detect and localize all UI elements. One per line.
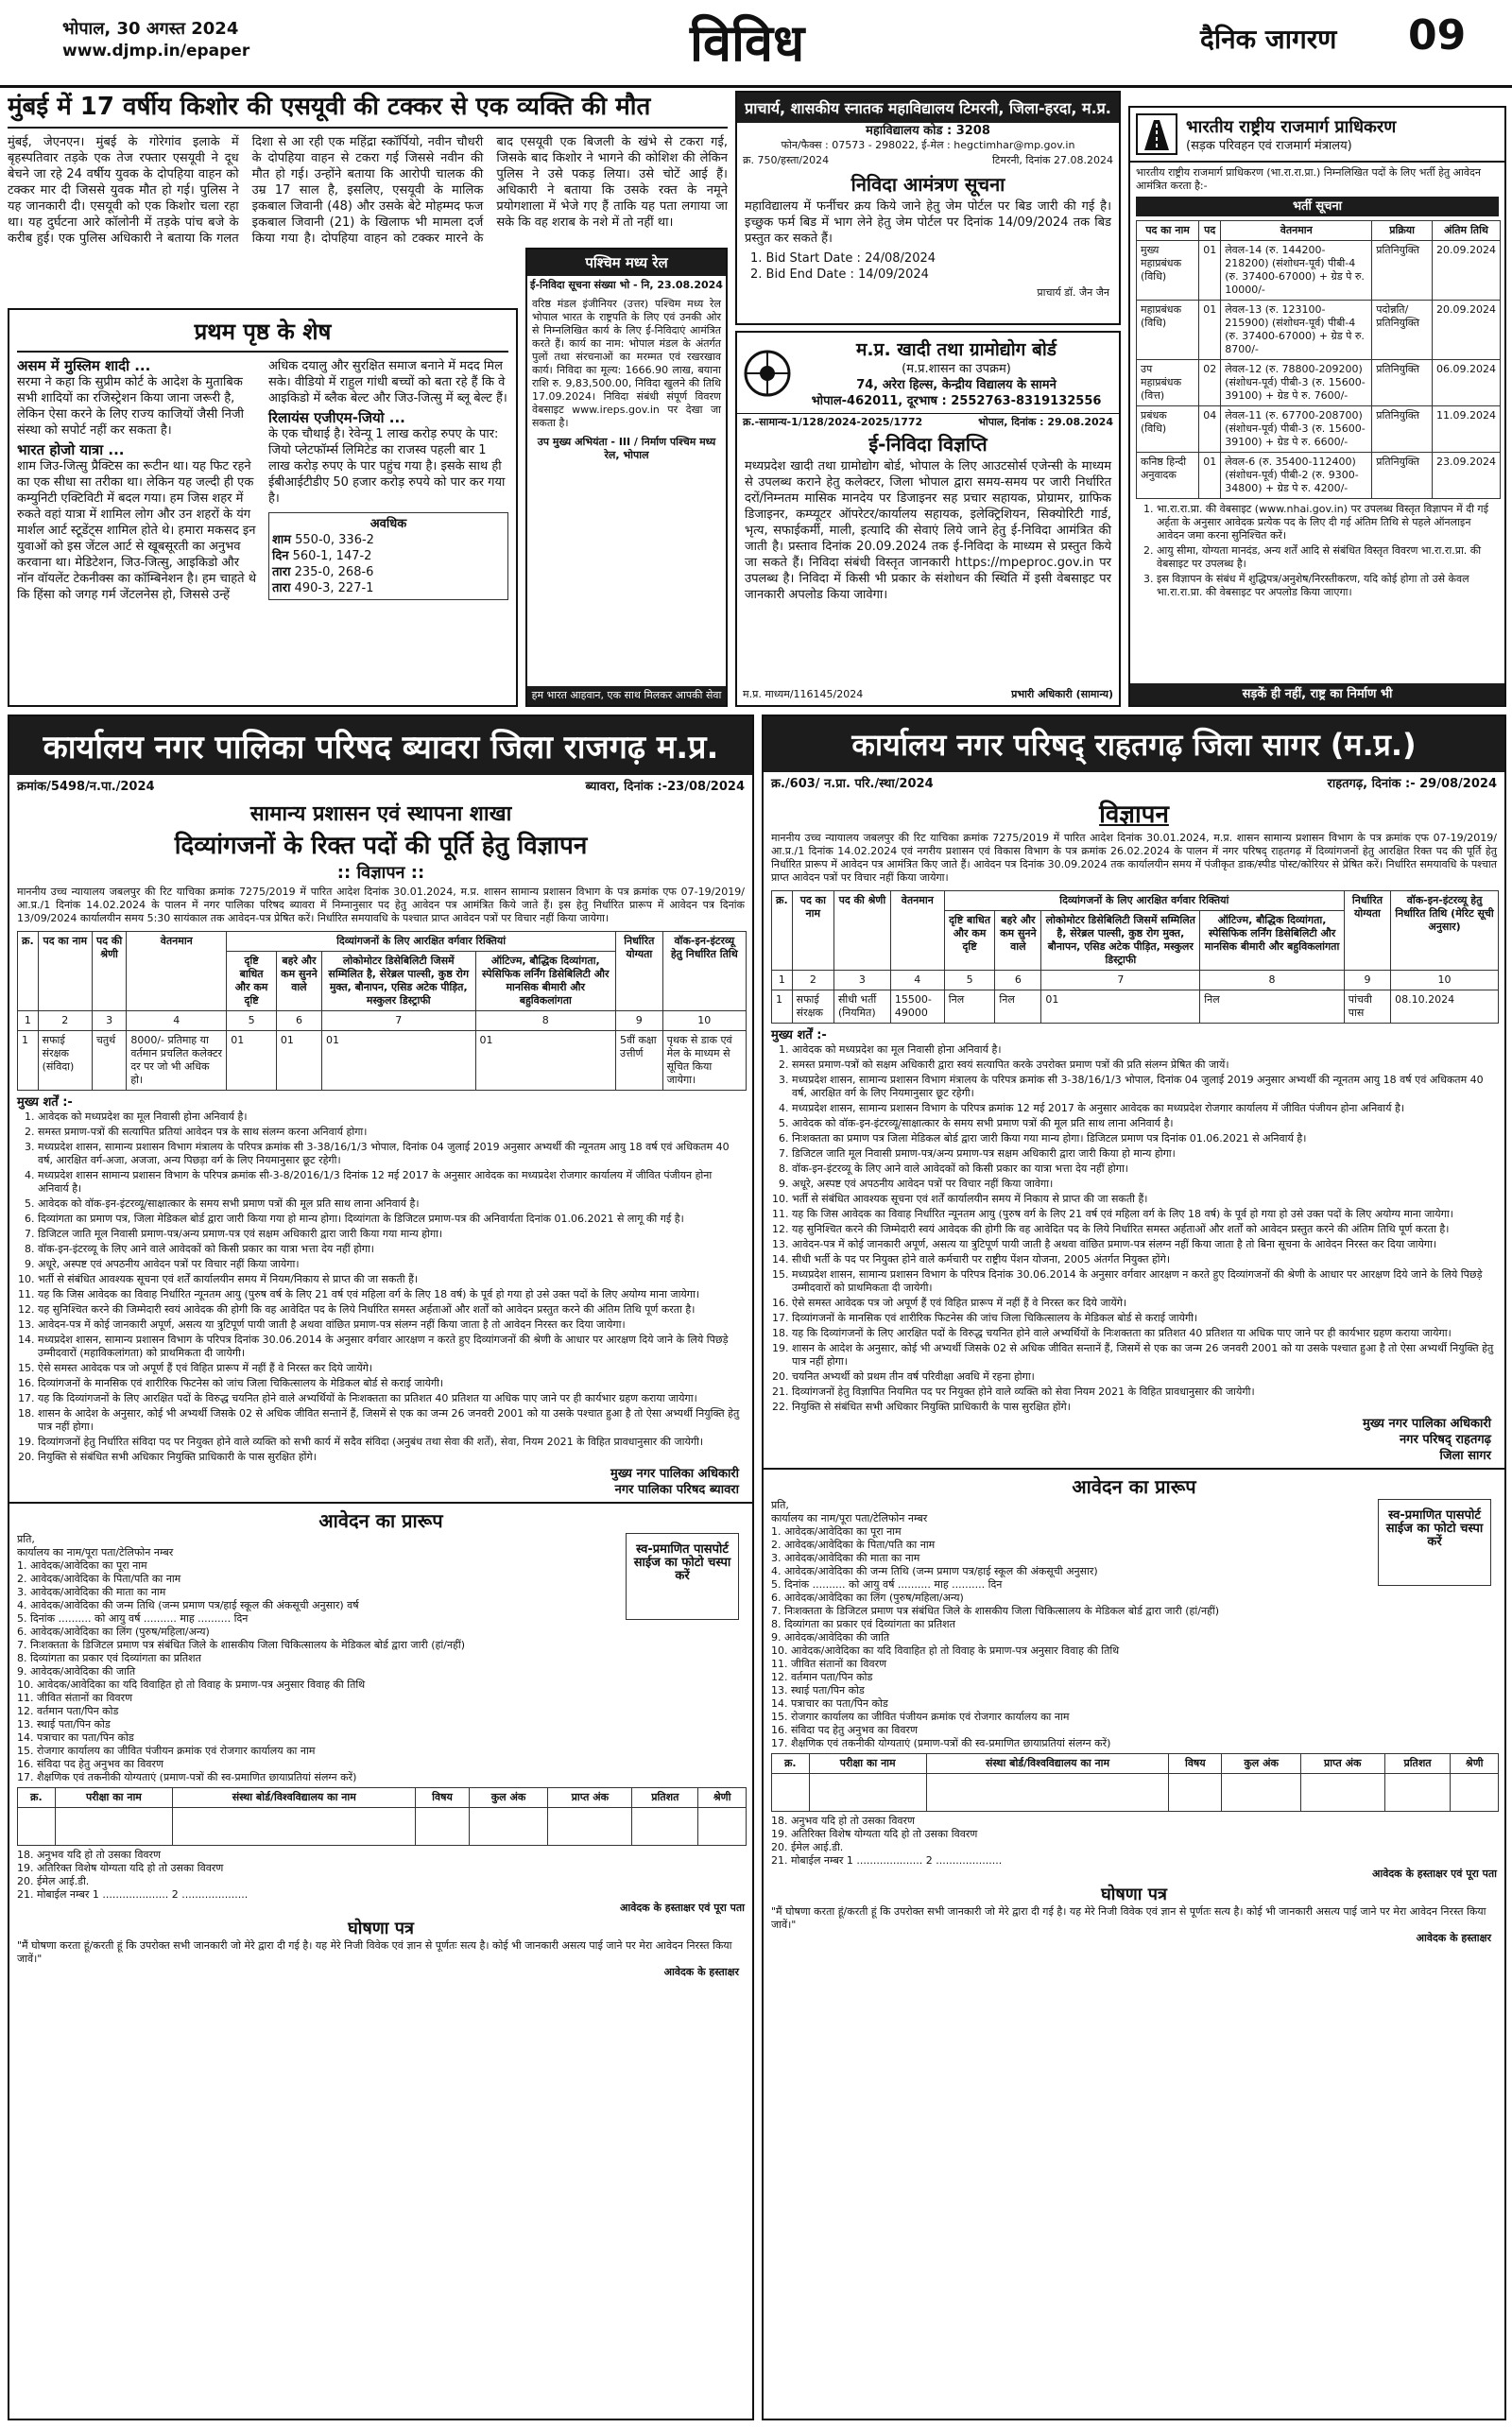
form-field: 8. दिव्यांगता का प्रकार एवं दिव्यांगता का प्रतिशत — [771, 1618, 955, 1630]
form-field: 1. आवेदक/आवेदिका का पूरा नाम — [17, 1559, 147, 1572]
biaora-vacancy-table: क्र. पद का नाम पद की श्रेणी वेतनमान दिव्यांगजनों के लिए आरक्षित वर्गवार रिक्तियां निर्धारित योग्यता वॉक-इन-इंटरव्यू हेतु निर्धारित तिथि दृष्टि बाधित और कम दृष्टि बहरे और कम सुनने वाले लोकोमोटर डिसेबिलिटी जिसमें सम्मिलित है, सेरेब्रल पाल्सी, कुष्ठ रोग मुक्त, बौनापन, एसिड अटेक पीड़ित, मस्कुलर डिस्ट्राफी ऑटिज्म, बौद्धिक दिव्यांगता, स्पेसिफिक लर्निंग डिसेबिलिटी और मानसिक बीमारी और बहुविकलांगता 1 2 3 4 5 6 7 8 9 10 1 सफाई संरक्षक (संविदा) चतुर्थ 8000/- प्रतिमाह या वर्तमान प्रचलित कलेक्टर दर पर जो भी अधिक हो। 01 01 01 01 5वीं कक्षा उत्तीर्ण पृथक से डाक एवं मेल के माध्यम से सूचित किया जायेगा। — [17, 931, 747, 1091]
biaora-form-title: आवेदन का प्रारूप — [318, 1509, 443, 1532]
khadi-title: म.प्र. खादी तथा ग्रामोद्योग बोर्ड — [856, 339, 1057, 360]
table-row: कनिष्ठ हिन्दी अनुवादक 01 लेवल-6 (रु. 35400-112400) (संशोधन-पूर्व) पीबी-2 (रु. 9300-34800) + ग्रेड पे रु. 4200/- प्रतिनियुक्ति 23.09.2024 — [1137, 453, 1501, 499]
form-field: 21. मोबाईल नम्बर 1 .................... 2 .................... — [771, 1854, 1003, 1867]
khadi-footer-right: प्रभारी अधिकारी (सामान्य) — [1011, 688, 1113, 700]
form-field: 10. आवेदक/आवेदिका का यदि विवाहित हो तो विवाह के प्रमाण-पत्र अनुसार विवाह की तिथि — [771, 1644, 1120, 1657]
biaora-photo-box: स्व-प्रमाणित पासपोर्ट साईज का फोटो चस्पा करें — [626, 1533, 739, 1620]
form-field: 7. निःशक्तता के डिजिटल प्रमाण पत्र संबंधित जिले के शासकीय जिला चिकित्सालय के मेडिकल बोर्ड द्वारा जारी (हां/नहीं) — [771, 1605, 1220, 1617]
khadi-phone: भोपाल-462011, दूरभाष : 2552763-8319132556 — [811, 394, 1102, 408]
form-field: 19. अतिरिक्त विशेष योग्यता यदि हो तो उसका विवरण — [17, 1862, 224, 1874]
college-title: प्राचार्य, शासकीय स्नातक महाविद्यालय टिमरनी, जिला-हरदा, म.प्र. — [737, 93, 1119, 123]
biaora-banner: कार्यालय नगर पालिका परिषद ब्यावरा जिला राजगढ़ म.प्र. — [9, 716, 752, 775]
biaora-declaration-sign: आवेदक के हस्ताक्षर — [663, 1966, 739, 1978]
form-field: 12. वर्तमान पता/पिन कोड — [771, 1671, 873, 1683]
nhai-footer: सड़कें ही नहीं, राष्ट्र का निर्माण भी — [1130, 683, 1504, 705]
result-grid — [268, 512, 508, 600]
biaora-applicant-sign: आवेदक के हस्ताक्षर एवं पूरा पता — [619, 1902, 745, 1914]
form-field: 20. ईमेल आई.डी. — [771, 1841, 844, 1853]
rahatgarh-photo-box: स्व-प्रमाणित पासपोर्ट साईज का फोटो चस्पा करें — [1378, 1499, 1491, 1586]
college-ref: क्र. 750/हस्ता/2024 — [743, 154, 830, 166]
biaora-ad — [8, 715, 754, 2420]
college-tender — [735, 91, 1121, 325]
biaora-form-prati: प्रति, — [17, 1533, 35, 1545]
railway-body: वरिष्ठ मंडल इंजीनियर (उत्तर) पश्चिम मध्य रेल भोपाल भारत के राष्ट्रपति के लिए एवं उनकी ओर से निम्नलिखित कार्य के लिए ई-निविदाएं आमंत्रित करते हैं। कार्य का नाम: भोपाल मंडल के अंतर्गत पुलों तथा संरचनाओं का मरम्मत एवं रखरखाव कार्य। निविदा का मूल्य: 1666.90 लाख, बयाना राशि रु. 9,83,500.00, निविदा खुलने की तिथि 17.09.2024। निविदा संबंधी संपूर्ण विवरण वेबसाइट www.ireps.gov.in पर देखा जा सकता है। — [532, 298, 721, 429]
rahatgarh-signature-1: मुख्य नगर पालिका अधिकारी — [1363, 1417, 1491, 1431]
table-row: उप महाप्रबंधक (वित्त) 02 लेवल-12 (रु. 78800-209200) (संशोधन-पूर्व) पीबी-3 (रु. 15600-39100) + ग्रेड पे रु. 7600/- प्रतिनियुक्ति 06.09.2024 — [1137, 360, 1501, 406]
front-rest-body-2: शाम जिउ-जित्सु प्रैक्टिस का रूटीन था। यह फिट रहने का एक सीधा सा तरीका था। लेकिन यह जल्दी ही एक कम्युनिटी एक्टिविटी में बदल गया। हम जिस शहर में रुकते वहां यात्रा में शामिल लोग और उन शहरों के यंग मार्शल आर्ट स्टूडेंट्स शामिल होते थे। हमारा मकसद इन युवाओं को इस जेंटल आर्ट से खूबसूरती का अनुभव करवाना था। मेडिटेशन, जिउ-जित्सु, आइकिडो और नॉन वॉयलेंट टेकनीक्स का कॉम्बिनेशन है। हम चाहते थे कि हिंसा को जगह गर्म जेंटलनेस हो, जिससे उन्हें अधिक दयालु और सुरक्षित समाज बनाने में मदद मिल सके। वीडियो में राहुल गांधी बच्चों को बता रहे हैं कि वे आइकिडो में ब्लैक बेल्ट और जिउ-जित्सु में ब्लू बेल्ट हैं। — [17, 359, 507, 602]
rahatgarh-applicant-sign: आवेदक के हस्ताक्षर एवं पूरा पता — [1371, 1868, 1497, 1880]
table-row: प्रबंधक (विधि) 04 लेवल-11 (रु. 67700-208700) (संशोधन-पूर्व) पीबी-3 (रु. 15600-39100) + ग्रेड पे रु. 6600/- प्रतिनियुक्ति 11.09.2024 — [1137, 406, 1501, 453]
bid-start-row: 1. Bid Start Date : 24/08/2024 — [750, 251, 936, 266]
paper-name: दैनिक जागरण — [1200, 24, 1337, 55]
front-rest-head-3: रिलायंस एजीएम-जियो ... — [268, 409, 405, 426]
form-field: 6. आवेदक/आवेदिका का लिंग (पुरुष/महिला/अन्य) — [17, 1626, 210, 1638]
form-field: 15. रोजगार कार्यालय का जीवित पंजीयन क्रमांक एवं रोजगार कार्यालय का नाम — [17, 1745, 316, 1757]
bid-end-row: 2. Bid End Date : 14/09/2024 — [750, 267, 929, 282]
form-field: 20. ईमेल आई.डी. — [17, 1875, 90, 1887]
bid-end-date: 14/09/2024 — [858, 267, 929, 282]
form-field: 3. आवेदक/आवेदिका की माता का नाम — [771, 1552, 920, 1564]
rahatgarh-declaration: "मैं घोषणा करता हूं/करती हूं कि उपरोक्त सभी जानकारी जो मेरे द्वारा दी गई है। यह मेरे निजी विवेक एवं ज्ञान से पूर्णतः सत्य है। कोई भी जानकारी असत्य पाई जाने पर मेरा आवेदन निरस्त किया जावें।" — [771, 1905, 1486, 1931]
college-sign: प्राचार्य डॉ. जैन जैन — [1037, 286, 1109, 299]
epaper-link[interactable]: www.djmp.in/epaper — [62, 42, 250, 60]
college-notice-head: निविदा आमंत्रण सूचना — [850, 173, 1005, 196]
biaora-conditions-head: मुख्य शर्तें :- — [17, 1095, 73, 1110]
result-row: तारा 490-3, 227-1 — [272, 581, 374, 595]
rahatgarh-form-title: आवेदन का प्रारूप — [1072, 1475, 1196, 1498]
nhai-col-mode: प्रक्रिया — [1372, 221, 1433, 241]
form-field: 11. जीवित संतानों का विवरण — [17, 1692, 133, 1704]
result-row: दिन 560-1, 147-2 — [272, 549, 372, 563]
page-number: 09 — [1408, 11, 1467, 60]
form-field: 9. आवेदक/आवेदिका की जाति — [771, 1631, 890, 1644]
form-field: 8. दिव्यांगता का प्रकार एवं दिव्यांगता का प्रतिशत — [17, 1652, 201, 1664]
rahatgarh-signature-3: जिला सागर — [1439, 1449, 1491, 1463]
bid-start-date: 24/08/2024 — [865, 251, 936, 266]
railway-subtitle: ई-निविदा सूचना संख्या भो - नि, 23.08.2024 — [530, 279, 723, 291]
result-row: तारा 235-0, 268-6 — [272, 565, 374, 579]
khadi-ref: क्र.-सामान्य-1/128/2024-2025/1772 — [743, 416, 923, 428]
biaora-date: ब्यावरा, दिनांक :-23/08/2024 — [585, 780, 745, 794]
front-rest-head-2: भारत होजो यात्रा ... — [17, 441, 125, 458]
biaora-ref: क्रमांक/5498/न.पा./2024 — [17, 780, 155, 794]
khadi-tender — [735, 331, 1121, 707]
nhai-col-post: पद का नाम — [1137, 221, 1199, 241]
nhai-logo-icon — [1135, 112, 1178, 156]
form-field: 16. संविदा पद हेतु अनुभव का विवरण — [771, 1724, 918, 1736]
rahatgarh-edu-table: क्र. परीक्षा का नाम संस्था बोर्ड/विश्वविद्यालय का नाम विषय कुल अंक प्राप्त अंक प्रतिशत श्रेणी — [771, 1753, 1499, 1812]
rahatgarh-ad — [762, 715, 1506, 2420]
form-field: 7. निःशक्तता के डिजिटल प्रमाण पत्र संबंधित जिले के शासकीय जिला चिकित्सालय के मेडिकल बोर्ड द्वारा जारी (हां/नहीं) — [17, 1639, 466, 1651]
biaora-subtitle: :: विज्ञापन :: — [336, 863, 425, 883]
form-field: 14. पत्राचार का पता/पिन कोड — [771, 1697, 888, 1710]
khadi-date: भोपाल, दिनांक : 29.08.2024 — [978, 416, 1113, 428]
nhai-intro: भारतीय राष्ट्रीय राजमार्ग प्राधिकरण (भा.रा.रा.प्रा.) निम्नलिखित पदों के लिए भर्ती हेतु आवेदन आमंत्रित करता है:- — [1136, 166, 1481, 192]
masthead — [0, 0, 1512, 88]
front-rest-body-1: सरमा ने कहा कि सुप्रीम कोर्ट के आदेश के मुताबिक सभी शादियों का रजिस्ट्रेशन किया जाना जरूरी है, लेकिन ऐसा करने के लिए राज्य काजियों जैसी निजी संस्था को सपोर्ट नहीं कर सकता है। — [17, 375, 244, 438]
form-field: 1. आवेदक/आवेदिका का पूरा नाम — [771, 1525, 902, 1538]
form-field: 3. आवेदक/आवेदिका की माता का नाम — [17, 1586, 166, 1598]
rahatgarh-vacancy-table: क्र. पद का नाम पद की श्रेणी वेतनमान दिव्यांगजनों के लिए आरक्षित वर्गवार रिक्तियां निर्धारित योग्यता वॉक-इन-इंटरव्यू हेतु निर्धारित तिथि (मेरिट सूची अनुसार) दृष्टि बाधित और कम दृष्टि बहरे और कम सुनने वाले लोकोमोटर डिसेबिलिटी जिसमें सम्मिलित है, सेरेब्रल पाल्सी, कुष्ठ रोग मुक्त, बौनापन, एसिड अटेक पीड़ित, मस्कुलर डिस्ट्राफी ऑटिज्म, बौद्धिक दिव्यांगता, स्पेसिफिक लर्निंग डिसेबिलिटी और मानसिक बीमारी और बहुविकलांगता 1 2 3 4 5 6 7 8 9 10 1 सफाई संरक्षक सीधी भर्ती (नियमित) 15500-49000 निल निल 01 निल पांचवी पास 08.10.2024 — [771, 890, 1499, 1024]
rahatgarh-title: विज्ञापन — [1099, 801, 1169, 829]
nhai-notes: 1. भा.रा.रा.प्रा. की वेबसाइट (www.nhai.gov.in) पर उपलब्ध विस्तृत विज्ञापन में दी गई अर्हता के अनुसार आवेदक प्रत्येक पद के लिए दी गई अंतिम तिथि से पहले ऑनलाइन आवेदन जमा करना सुनिश्चित करें। 2. आयु सीमा, योग्यता मानदंड, अन्य शर्तें आदि से संबंधित विस्तृत विवरण भा.रा.रा.प्रा. की वेबसाइट पर उपलब्ध है। 3. इस विज्ञापन के संबंध में शुद्धिपत्र/अनुशेष/निरस्तीकरण, यदि कोई होगा तो उसे केवल भा.रा.रा.प्रा. की वेबसाइट पर अपलोड किया जाएगा। — [1136, 503, 1499, 599]
biaora-intro: माननीय उच्च न्यायालय जबलपुर की रिट याचिका क्रमांक 7275/2019 में पारित आदेश दिनांक 30.01.2024, म.प्र. शासन सामान्य प्रशासन विभाग के पत्र क्रमांक एफ 07-19/2019/आ.प्र./1 दिनांक 14.02.2024 के पालन में नगर पालिका परिषद ब्यावरा में निम्नानुसार पद हेतु आवेदन पत्र आमंत्रित किये जाते हैं। इस हेतु निर्धारित प्रारूप में आवेदन पत्र दिनांक 13/09/2024 कार्यालयीन समय 5:30 सायंकाल तक आवेदन-पत्र प्रेषित करें। निर्धारित समयावधि के पश्चात प्राप्त आवेदन पत्रों पर विचार नहीं किया जायेगा। — [17, 886, 745, 924]
form-field: 11. जीवित संतानों का विवरण — [771, 1658, 887, 1670]
form-field: 5. दिनांक .......... को आयु वर्ष .......... माह .......... दिन — [17, 1612, 249, 1625]
form-field: 18. अनुभव यदि हो तो उसका विवरण — [17, 1849, 162, 1861]
form-field: 19. अतिरिक्त विशेष योग्यता यदि हो तो उसका विवरण — [771, 1828, 978, 1840]
news-body: मुंबई, जेएनएन। मुंबई के गोरेगांव इलाके में बृहस्पतिवार तड़के एक तेज रफ्तार एसयूवी ने दूध बेचने जा रहे 24 वर्षीय युवक के दोपहिया वाहन को टक्कर मार दी जिससे युवक मौत हो गई। पुलिस ने यह जानकारी दी। एसयूवी को एक किशोर चला रहा था। यह दुर्घटना आरे कॉलोनी में तड़के पांच बजे के करीब हुई। एक पुलिस अधिकारी ने बताया कि गलत दिशा से आ रही एक महिंद्रा स्कॉर्पियो, नवीन चौधरी के दोपहिया वाहन से टकरा गई जिससे नवीन की मौत हो गई। उन्होंने बताया कि आरोपी चालक की उम्र 17 साल है, इसलिए, एसयूवी के मालिक इकबाल जिवानी (48) और उसके बेटे मोहम्मद फज इकबाल जिवानी (21) के खिलाफ भी मामला दर्ज किया गया है। दोपहिया वाहन को टक्कर मारने के बाद एसयूवी एक बिजली के खंभे से टकरा गई, जिसके बाद किशोर ने भागने की कोशिश की लेकिन पुलिस ने उसे पकड़ लिया। उसे चोटें आई हैं। अधिकारी ने बताया कि उसके रक्त के नमूने प्रयोगशाला में भेजे गए हैं ताकि यह पता लगाया जा सके कि वह शराब के नशे में तो नहीं था। — [8, 135, 728, 246]
rahatgarh-form-office: कार्यालय का नाम/पूरा पता/टेलिफोन नम्बर — [771, 1512, 928, 1524]
table-row: 1 सफाई संरक्षक (संविदा) चतुर्थ 8000/- प्रतिमाह या वर्तमान प्रचलित कलेक्टर दर पर जो भी अधिक हो। 01 01 01 01 5वीं कक्षा उत्तीर्ण पृथक से डाक एवं मेल के माध्यम से सूचित किया जायेगा। — [18, 1031, 747, 1091]
form-field: 17. शैक्षणिक एवं तकनीकी योग्यताएं (प्रमाण-पत्रों की स्व-प्रमाणित छायाप्रतियां संलग्न करें) — [771, 1737, 1111, 1749]
rahatgarh-declaration-sign: आवेदक के हस्ताक्षर — [1416, 1932, 1491, 1944]
khadi-subtitle: (म.प्र.शासन का उपक्रम) — [902, 362, 1011, 376]
form-field: 15. रोजगार कार्यालय का जीवित पंजीयन क्रमांक एवं रोजगार कार्यालय का नाम — [771, 1711, 1070, 1723]
railway-footer: उप मुख्य अभियंता - III / निर्माण पश्चिम मध्य रेल, भोपाल — [537, 436, 716, 461]
table-row: महाप्रबंधक (विधि) 01 लेवल-13 (रु. 123100-215900) (संशोधन-पूर्व) पीबी-4 (रु. 37400-67000) + ग्रेड पे रु. 8700/- पदोन्नति/प्रतिनियुक्ति 20.09.2024 — [1137, 301, 1501, 360]
form-field: 4. आवेदक/आवेदिका की जन्म तिथि (जन्म प्रमाण पत्र/हाई स्कूल की अंकसूची अनुसार) वर्ष — [17, 1599, 359, 1611]
front-page-rest — [8, 308, 518, 707]
nhai-band: भर्ती सूचना — [1136, 197, 1499, 216]
table-row: मुख्य महाप्रबंधक (विधि) 01 लेवल-14 (रु. 144200-218200) (संशोधन-पूर्व) पीबी-4 (रु. 37400-67000) + ग्रेड पे रु. 10000/- प्रतिनियुक्ति 20.09.2024 — [1137, 241, 1501, 301]
nhai-col-n: पद — [1199, 221, 1221, 241]
railway-tender — [525, 248, 728, 707]
rahatgarh-signature-2: नगर परिषद् राहतगढ़ — [1399, 1433, 1491, 1447]
front-rest-head-1: असम में मुस्लिम शादी ... — [17, 357, 151, 374]
rahatgarh-form-prati: प्रति, — [771, 1499, 789, 1511]
khadi-logo-icon — [743, 349, 792, 398]
railway-strip: हम भारत आहवान, एक साथ मिलकर आपकी सेवा — [527, 686, 726, 705]
college-contact: फोन/फैक्स : 07573 - 298022, ई-मेल : hegctimhar@mp.gov.in — [781, 139, 1075, 151]
nhai-title: भारतीय राष्ट्रीय राजमार्ग प्राधिकरण — [1186, 116, 1397, 137]
nhai-subtitle: (सड़क परिवहन एवं राजमार्ग मंत्रालय) — [1186, 138, 1352, 153]
form-field: 13. स्थाई पता/पिन कोड — [771, 1684, 865, 1696]
khadi-body: मध्यप्रदेश खादी तथा ग्रामोद्योग बोर्ड, भोपाल के लिए आउटसोर्स एजेन्सी के माध्यम से उपलब्ध कराने हेतु कलेक्टर, जिला भोपाल द्वारा समय-समय पर जारी निर्धारित दरों/निम्नतम मासिक मानदेय पर डिजाइनर सह प्रचार सहायक, प्रोग्रामर, ग्राफिक डिजाइनर, कम्प्यूटर ऑपरेटर/कार्यालय सहायक, इलेक्ट्रिशियन, सिक्योरिटी गार्ड, भृत्य, सफाईकर्मी, माली, इत्यादि की सेवाएं लिये जाने हेतु ई-निविदा आमंत्रित की जाती है। प्रस्ताव दिनांक 20.09.2024 तक ई-निविदा के माध्यम से प्रस्तुत किये जा सकते हैं। निविदा संबंधी विस्तृत जानकारी https://mpeproc.gov.in पर उपलब्ध है। निविदा में किसी भी प्रकार के संशोधन की स्थिति में इसी वेबसाइट पर जानकारी अपलोड किया जावेगा। — [745, 459, 1111, 602]
news-headline: मुंबई में 17 वर्षीय किशोर की एसयूवी की टक्कर से एक व्यक्ति की मौत — [8, 91, 728, 129]
section-title: विविध — [690, 13, 805, 73]
rahatgarh-conditions-head: मुख्य शर्तें :- — [771, 1028, 827, 1042]
khadi-address: 74, अरेरा हिल्स, केन्द्रीय विद्यालय के सामने — [856, 378, 1057, 392]
form-field: 13. स्थाई पता/पिन कोड — [17, 1718, 111, 1731]
biaora-edu-table: क्र. परीक्षा का नाम संस्था बोर्ड/विश्वविद्यालय का नाम विषय कुल अंक प्राप्त अंक प्रतिशत श्रेणी — [17, 1787, 747, 1846]
form-field: 5. दिनांक .......... को आयु वर्ष .......... माह .......... दिन — [771, 1578, 1003, 1591]
front-rest-body-3: के एक चौथाई है। रेवेन्यू 1 लाख करोड़ रुपए के पार: जियो प्लेटफॉर्म्स लिमिटेड का राजस्व पहली बार 1 लाख करोड़ रुपए के पार पहुंच गया है। इसके साथ ही ईबीआईटीडीए 50 हजार करोड़ रुपये को पार कर गया है। — [268, 427, 506, 506]
biaora-section: सामान्य प्रशासन एवं स्थापना शाखा — [249, 802, 512, 826]
form-field: 16. संविदा पद हेतु अनुभव का विवरण — [17, 1758, 163, 1770]
biaora-declaration-title: घोषणा पत्र — [348, 1919, 414, 1938]
form-field: 4. आवेदक/आवेदिका की जन्म तिथि (जन्म प्रमाण पत्र/हाई स्कूल की अंकसूची अनुसार) — [771, 1565, 1098, 1577]
college-subtitle: महाविद्यालय कोड : 3208 — [866, 124, 990, 138]
form-field: 21. मोबाईल नम्बर 1 .................... 2 .................... — [17, 1888, 249, 1901]
nhai-col-pay: वेतनमान — [1221, 221, 1372, 241]
form-field: 10. आवेदक/आवेदिका का यदि विवाहित हो तो विवाह के प्रमाण-पत्र अनुसार विवाह की तिथि — [17, 1679, 366, 1691]
railway-title: पश्चिम मध्य रेल — [527, 250, 726, 276]
biaora-title: दिव्यांगजनों के रिक्त पदों की पूर्ति हेतु विज्ञापन — [174, 832, 588, 860]
result-row: शाम 550-0, 336-2 — [272, 533, 374, 547]
form-field: 17. शैक्षणिक एवं तकनीकी योग्यताएं (प्रमाण-पत्रों की स्व-प्रमाणित छायाप्रतियां संलग्न करें) — [17, 1771, 357, 1783]
form-field: 14. पत्राचार का पता/पिन कोड — [17, 1731, 134, 1744]
rahatgarh-declaration-title: घोषणा पत्र — [1101, 1885, 1167, 1904]
nhai-recruitment — [1128, 106, 1506, 707]
form-field: 6. आवेदक/आवेदिका का लिंग (पुरुष/महिला/अन्य) — [771, 1592, 964, 1604]
biaora-signature-2: नगर पालिका परिषद ब्यावरा — [614, 1483, 739, 1497]
form-field: 12. वर्तमान पता/पिन कोड — [17, 1705, 119, 1717]
form-field: 2. आवेदक/आवेदिका के पिता/पति का नाम — [771, 1539, 936, 1551]
rahatgarh-conditions: 1. आवेदक को मध्यप्रदेश का मूल निवासी होना अनिवार्य है। 2. समस्त प्रमाण-पत्रों को सक्षम अधिकारी द्वारा स्वयं सत्यापित करके उपरोक्त प्रमाण पत्रों की प्रति संलग्न प्रेषित की जायें। 3. मध्यप्रदेश शासन, सामान्य प्रशासन विभाग मंत्रालय के परिपत्र क्रमांक सी 3-38/16/1/3 भोपाल, दिनांक 04 जुलाई 2019 अनुसार अभ्यर्थी की न्यूनतम आयु 18 वर्ष एवं अधिकतम 40 वर्ष, आरक्षित वर्ग के लिए नियमानुसार छूट रहेगी। 4. मध्यप्रदेश शासन, सामान्य प्रशासन विभाग के परिपत्र क्रमांक 12 मई 2017 के अनुसार आवेदक का मध्यप्रदेश रोजगार कार्यालय में जीवित पंजीयन होना अनिवार्य है। 5. आवेदक को वॉक-इन-इंटरव्यू/साक्षात्कार के समय सभी प्रमाण पत्रों की मूल प्रति साथ लाना अनिवार्य है। 6. निःशक्तता का प्रमाण पत्र जिला मेडिकल बोर्ड द्वारा जारी किया गया मान्य होगा। डिजिटल प्रमाण पत्र दिनांक 01.06.2021 से अनिवार्य है। 7. डिजिटल जाति मूल निवासी प्रमाण-पत्र/अन्य प्रमाण-पत्र सक्षम अधिकारी द्वारा जारी किया हो मान्य होगा। 8. वॉक-इन-इंटरव्यू के लिए आने वाले आवेदकों को किसी प्रकार का यात्रा भत्ता देय नहीं होगा। 9. अधूरे, अस्पष्ट एवं अपठनीय आवेदन पत्रों पर विचार नहीं किया जावेगा। 10. भर्ती से संबंधित आवश्यक सूचना एवं शर्तें कार्यालयीन समय में निकाय से प्राप्त की जा सकती हैं। 11. यह कि जिस आवेदक का विवाह निर्धारित न्यूनतम आयु (पुरुष वर्ग के लिए 21 वर्ष एवं महिला वर्ग के लिए 18 वर्ष) के पूर्व हो गया हो उसे उक्त पदों के लिए अयोग्य माना जायेगा। 12. यह सुनिश्चित करने की जिम्मेदारी स्वयं आवेदक की होगी कि वह आवेदित पद के लिये निर्धारित समस्त अर्हताओं और शर्तों को आवेदन प्रस्तुत करने की अंतिम तिथि पूर्ण करता है। 13. आवेदन-पत्र में कोई जानकारी अपूर्ण, असत्य या त्रुटिपूर्ण पायी जाती है अथवा वांछित प्रमाण-पत्र संलग्न नहीं किया जाता है तो बिना सूचना के आवेदन निरस्त कर दिया जायेगा। 14. सीधी भर्ती के पद पर नियुक्त होने वाले कर्मचारी पर राष्ट्रीय पेंशन योजना, 2005 अंतर्गत नियुक्त होंगे। 15. मध्यप्रदेश शासन, सामान्य प्रशासन विभाग के परिपत्र दिनांक 30.06.2014 के अनुसार वर्गवार आरक्षण न करते हुए दिव्यांगजनों की श्रेणी के आधार पर आरक्षण दिये जाने के लिये पिछड़े उम्मीदवारों को प्राथमिकता दी जायेगी। 16. ऐसे समस्त आवेदक पत्र जो अपूर्ण हैं एवं विहित प्रारूप में नहीं हैं वे निरस्त कर दिये जायेंगे। 17. दिव्यांगजनों के मानसिक एवं शारीरिक फिटनेस की जांच जिला चिकित्सालय के मेडिकल बोर्ड से कराई जायेगी। 18. यह कि दिव्यांगजनों के लिए आरक्षित पदों के विरुद्ध चयनित होने वाले अभ्यर्थियों के निःशक्तता का प्रतिशत 40 प्रतिशत या अधिक पाए जाने पर ही कार्यभार ग्रहण कराया जायेगा। 19. शासन के आदेश के अनुसार, कोई भी अभ्यर्थी जिसके 02 से अधिक जीवित सन्तानें हैं, जिसमें से एक का जन्म 26 जनवरी 2001 को या उसके पश्चात हुआ है तो ऐसा अभ्यर्थी नियुक्ति हेतु पात्र नहीं होगा। 20. चयनित अभ्यर्थी को प्रथम तीन वर्ष परिवीक्षा अवधि में रहना होगा। 21. दिव्यांगजनों हेतु विज्ञापित नियमित पद पर नियुक्त होने वाले व्यक्ति को सेवा नियम 2021 के विहित प्रावधानुसार की जायेगी। 22. नियुक्ति से संबंधित सभी अधिकार नियुक्ति प्राधिकारी के पास सुरक्षित होंगे। — [771, 1043, 1497, 1414]
rahatgarh-banner: कार्यालय नगर परिषद् राहतगढ़ जिला सागर (म.प्र.) — [764, 716, 1504, 772]
biaora-conditions: 1. आवेदक को मध्यप्रदेश का मूल निवासी होना अनिवार्य है। 2. समस्त प्रमाण-पत्रों की सत्यापित प्रतियां आवेदन पत्र के साथ संलग्न करना अनिवार्य होगा। 3. मध्यप्रदेश शासन, सामान्य प्रशासन विभाग मंत्रालय के परिपत्र क्रमांक सी 3-38/16/1/3 भोपाल, दिनांक 04 जुलाई 2019 अनुसार अभ्यर्थी की न्यूनतम आयु 18 वर्ष एवं अधिकतम 40 वर्ष, आरक्षित वर्ग-अजा, अजजा, अन्य पिछड़ा वर्ग के लिए नियमानुसार छूट रहेगी। 4. मध्यप्रदेश शासन सामान्य प्रशासन विभाग के परिपत्र क्रमांक सी-3-8/2016/1/3 दिनांक 12 मई 2017 के अनुसार आवेदक का मध्यप्रदेश रोजगार कार्यालय में जीवित पंजीयन होना अनिवार्य है। 5. आवेदक को वॉक-इन-इंटरव्यू/साक्षात्कार के समय सभी प्रमाण पत्रों की मूल प्रति साथ लाना अनिवार्य है। 6. दिव्यांगता का प्रमाण पत्र, जिला मेडिकल बोर्ड द्वारा जारी किया गया हो मान्य होगा। दिव्यांगता के डिजिटल प्रमाण-पत्र की अनिवार्यता दिनांक 01.06.2021 से लागू की गई है। 7. डिजिटल जाति मूल निवासी प्रमाण-पत्र/अन्य प्रमाण-पत्र एवं सक्षम अधिकारी द्वारा जारी किया गया मान्य होगा। 8. वॉक-इन-इंटरव्यू के लिए आने वाले आवेदकों को किसी प्रकार का यात्रा भत्ता देय नहीं होगा। 9. अधूरे, अस्पष्ट एवं अपठनीय आवेदन पत्रों पर विचार नहीं किया जायेगा। 10. भर्ती से संबंधित आवश्यक सूचना एवं शर्तें कार्यालयीन समय में नियम/निकाय से प्राप्त की जा सकती हैं। 11. यह कि जिस आवेदक का विवाह निर्धारित न्यूनतम आयु (पुरुष वर्ष के लिए 21 वर्ष एवं महिला वर्ग के लिए 18 वर्ष) के पूर्व हो गया हो उसे उक्त पदों के लिए अयोग्य माना जायेगा। 12. यह सुनिश्चित करने की जिम्मेदारी स्वयं आवेदक की होगी कि वह आवेदित पद के लिये निर्धारित समस्त अर्हताओं और शर्तों को आवेदन प्रस्तुत करने की अंतिम तिथि पूर्ण करता है। 13. आवेदन-पत्र में कोई जानकारी अपूर्ण, असत्य या त्रुटिपूर्ण पायी जाती है अथवा वांछित प्रमाण-पत्र संलग्न नहीं किया जाता है तो आवेदन निरस्त कर दिया जायेगा। 14. मध्यप्रदेश शासन, सामान्य प्रशासन विभाग के परिपत्र दिनांक 30.06.2014 के अनुसार वर्गवार आरक्षण न करते हुए दिव्यांगजनों की श्रेणी के आधार पर आरक्षण दिये जाने के लिये पिछड़े उम्मीदवारों (महाविकलांगता) को प्राथमिकता दी जायेगी। 15. ऐसे समस्त आवेदक पत्र जो अपूर्ण हैं एवं विहित प्रारूप में नहीं हैं वे निरस्त कर दिये जायेंगे। 16. दिव्यांगजनों के मानसिक एवं शारीरिक फिटनेस को जांच जिला चिकित्सालय के मेडिकल बोर्ड से कराई जायेगी। 17. यह कि दिव्यांगजनों के लिए आरक्षित पदों के विरुद्ध चयनित होने वाले अभ्यर्थियों के निःशक्तता का प्रतिशत 40 प्रतिशत या अधिक पाए जाने पर ही कार्यभार ग्रहण कराया जायेगा। 18. शासन के आदेश के अनुसार, कोई भी अभ्यर्थी जिसके 02 से अधिक जीवित सन्तानें हैं, जिसमें से एक का जन्म 26 जनवरी 2001 को या उसके पश्चात हुआ है तो ऐसा अभ्यर्थी नियुक्ति हेतु पात्र नहीं होगा। 19. दिव्यांगजनों हेतु निर्धारित संविदा पद पर नियुक्त होने वाले व्यक्ति को सभी कार्य में सदैव संविदा (अनुबंध तथा सेवा की शर्तें), सेवा, नियम 2021 के विहित प्रावधानुसार की जायेगी। 20. नियुक्ति से संबंधित सभी अधिकार नियुक्ति प्राधिकारी के पास सुरक्षित होंगे। — [17, 1111, 745, 1464]
form-field: 18. अनुभव यदि हो तो उसका विवरण — [771, 1815, 916, 1827]
rahatgarh-ref: क्र./603/ न.प्रा. परि./स्था/2024 — [771, 777, 934, 791]
nhai-col-date: अंतिम तिथि — [1433, 221, 1501, 241]
date-line: भोपाल, 30 अगस्त 2024 — [62, 19, 239, 39]
table-row: 1 सफाई संरक्षक सीधी भर्ती (नियमित) 15500-49000 निल निल 01 निल पांचवी पास 08.10.2024 — [772, 990, 1499, 1024]
rahatgarh-intro: माननीय उच्च न्यायालय जबलपुर की रिट याचिका क्रमांक 7275/2019 में पारित आदेश दिनांक 30.01.2024, म.प्र. शासन सामान्य प्रशासन विभाग के पत्र क्रमांक एफ 07-19/2019/आ.प्र./1 दिनांक 14.02.2024 एवं नगरीय प्रशासन एवं विकास विभाग के पत्र क्रमांक 26.02.2024 के पालन में नगर परिषद् राहतगढ़ में दिव्यांगजनों हेतु आरक्षित रिक्त पद की पूर्ति हेतु निर्धारित प्रारूप में आवेदन पत्र आमंत्रित किए जाते हैं। आवेदन पत्र दिनांक 30.09.2024 तक कार्यालयीन समय में पंजीकृत डाक/स्पीड पोस्ट/कोरियर से प्रेषित करें। निर्धारित समयावधि के पश्चात प्राप्त आवेदन पत्रों पर विचार नहीं किया जायेगा। — [771, 832, 1497, 884]
college-body: महाविद्यालय में फर्नीचर क्रय किये जाने हेतु जेम पोर्टल पर बिड जारी की गई है। इच्छुक फर्म बिड में भाग लेने हेतु जेम पोर्टल पर दिनांक 14/09/2024 तक बिड प्रस्तुत कर सकते हैं। — [745, 199, 1111, 246]
khadi-footer-left: म.प्र. माध्यम/116145/2024 — [743, 688, 864, 700]
front-rest-title: प्रथम पृष्ठ के शेष — [17, 316, 508, 353]
rahatgarh-date: राहतगढ़, दिनांक :- 29/08/2024 — [1327, 777, 1497, 791]
nhai-table — [1136, 220, 1501, 499]
biaora-declaration: "मैं घोषणा करता हूं/करती हूं कि उपरोक्त सभी जानकारी जो मेरे द्वारा दी गई है। यह मेरे निजी विवेक एवं ज्ञान से पूर्णतः सत्य है। कोई भी जानकारी असत्य पाई जाने पर मेरा आवेदन निरस्त किया जावें।" — [17, 1939, 732, 1965]
biaora-form-office: कार्यालय का नाम/पूरा पता/टेलिफोन नम्बर — [17, 1546, 174, 1558]
form-field: 2. आवेदक/आवेदिका के पिता/पति का नाम — [17, 1573, 181, 1585]
khadi-notice-head: ई-निविदा विज्ञप्ति — [868, 433, 988, 456]
college-date: टिमरनी, दिनांक 27.08.2024 — [992, 154, 1113, 166]
result-grid-title: अवधिक — [369, 517, 407, 531]
form-field: 9. आवेदक/आवेदिका की जाति — [17, 1665, 136, 1678]
biaora-signature-1: मुख्य नगर पालिका अधिकारी — [610, 1467, 739, 1481]
